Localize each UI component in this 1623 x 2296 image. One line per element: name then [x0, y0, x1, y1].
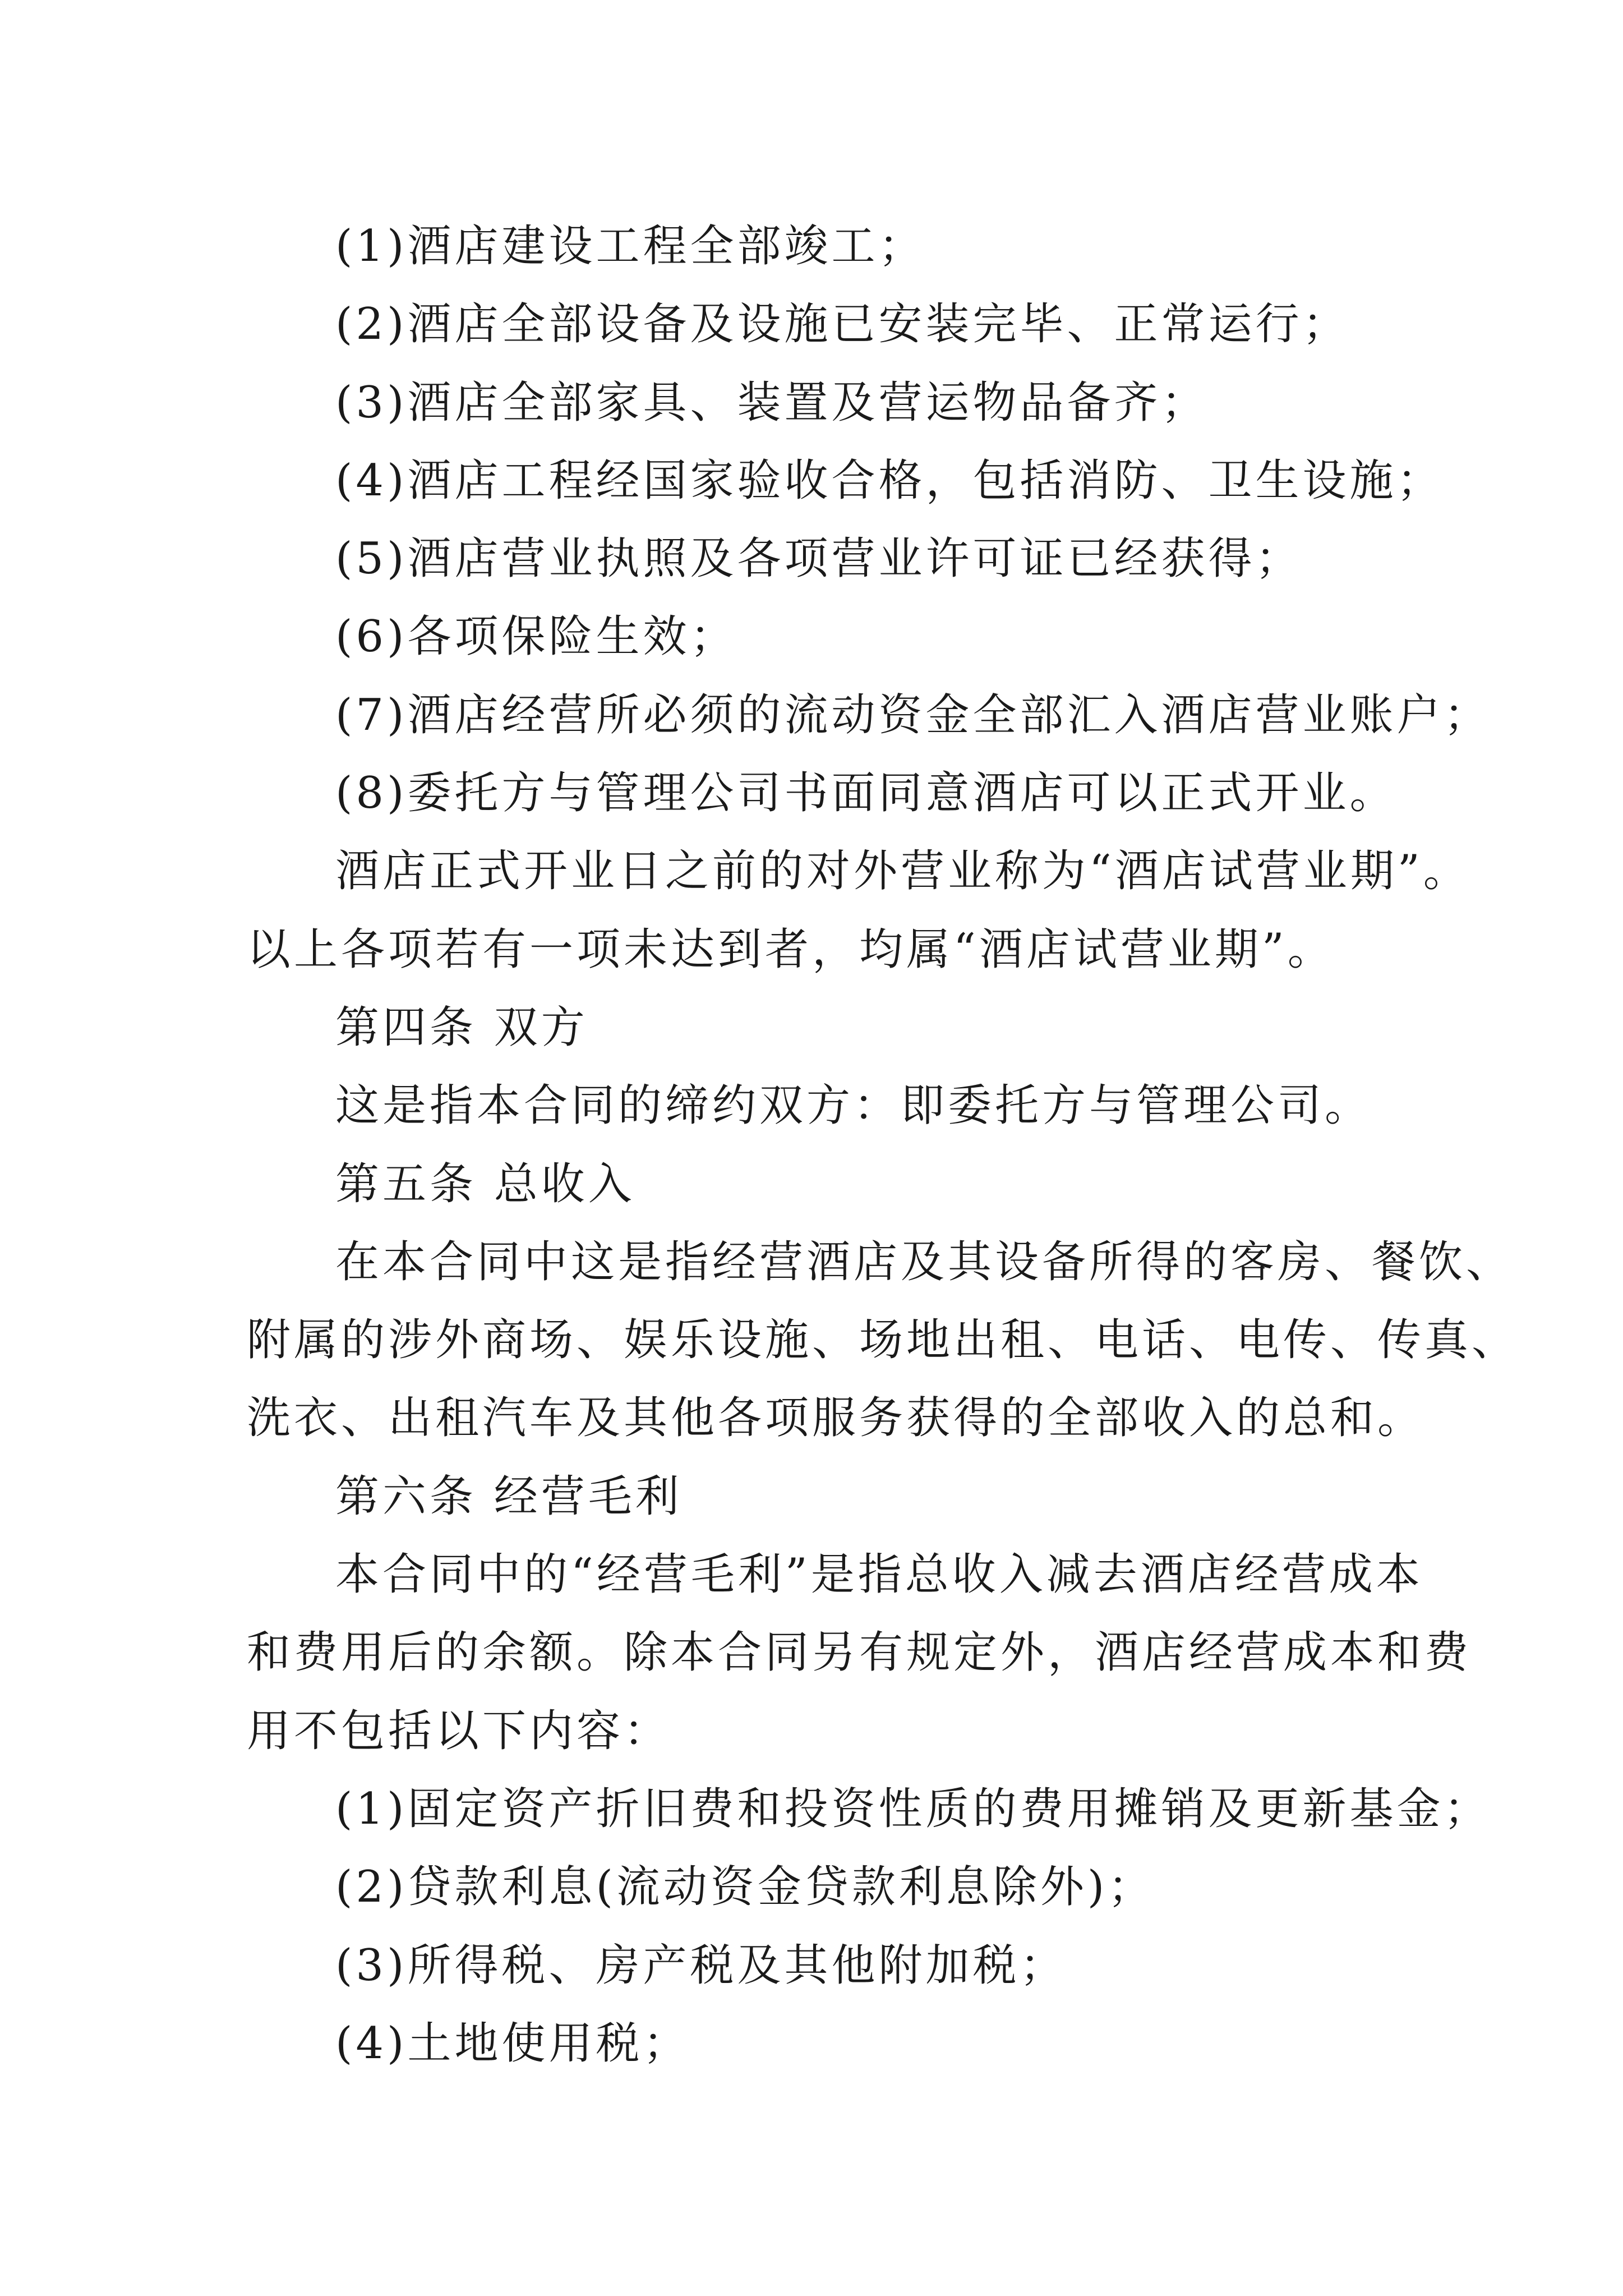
paragraph-line: (1)固定资产折旧费和投资性质的费用摊销及更新基金；: [335, 1783, 1491, 1834]
paragraph-line: (4)酒店工程经国家验收合格，包括消防、卫生设施；: [335, 455, 1444, 506]
article-heading: 第六条 经营毛利: [335, 1471, 683, 1522]
paragraph-line: (5)酒店营业执照及各项营业许可证已经获得；: [335, 533, 1303, 585]
paragraph-line: 和费用后的余额。除本合同另有规定外，酒店经营成本和费: [247, 1627, 1472, 1678]
paragraph-line: 附属的涉外商场、娱乐设施、场地出租、电话、电传、传真、: [247, 1315, 1519, 1366]
paragraph-line: (2)酒店全部设备及设施已安装完毕、正常运行；: [335, 299, 1350, 350]
article-heading: 第五条 总收入: [335, 1158, 635, 1209]
paragraph-line: 在本合同中这是指经营酒店及其设备所得的客房、餐饮、: [335, 1236, 1514, 1287]
paragraph-line: (7)酒店经营所必须的流动资金全部汇入酒店营业账户；: [335, 689, 1491, 740]
document-body: [247, 208, 1519, 2083]
paragraph-line: (6)各项保险生效；: [335, 611, 737, 662]
paragraph-line: 以上各项若有一项未达到者，均属“酒店试营业期”。: [247, 924, 1335, 975]
paragraph-line: 洗衣、出租汽车及其他各项服务获得的全部收入的总和。: [247, 1393, 1425, 1444]
paragraph-line: (2)贷款利息(流动资金贷款利息除外)；: [335, 1862, 1155, 1913]
paragraph-line: 用不包括以下内容：: [247, 1705, 671, 1756]
paragraph-line: (4)土地使用税；: [335, 2018, 690, 2069]
paragraph-line: (3)所得税、房产税及其他附加税；: [335, 1940, 1067, 1991]
article-heading: 第四条 双方: [335, 1002, 588, 1053]
paragraph-line: (8)委托方与管理公司书面同意酒店可以正式开业。: [335, 768, 1397, 819]
paragraph-line: (3)酒店全部家具、装置及营运物品备齐；: [335, 377, 1209, 428]
paragraph-line: 酒店正式开业日之前的对外营业称为“酒店试营业期”。: [335, 846, 1470, 897]
paragraph-line: 本合同中的“经营毛利”是指总收入减去酒店经营成本: [335, 1549, 1423, 1600]
paragraph-line: 这是指本合同的缔约双方：即委托方与管理公司。: [335, 1080, 1372, 1131]
paragraph-line: (1)酒店建设工程全部竣工；: [335, 221, 926, 272]
